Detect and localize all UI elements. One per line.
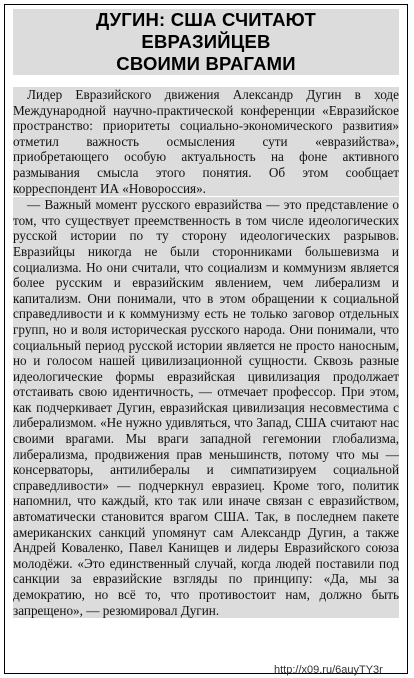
source-link[interactable]: http://x09.ru/6auyTY3r — [274, 664, 383, 676]
headline-line-1: ДУГИН: США СЧИТАЮТ — [95, 9, 317, 30]
paragraph-lead — [13, 87, 399, 196]
paragraph-lead-text: Лидер Евразийского движения Александр Дугин в ходе Международной научно-практической конференции «Евразийское пространство: приоритеты социально-экономического развития» отметил важность осмысления сути «евразийства», приобретающего особую актуальность на фоне активного размывания смысла этого понятия. Об этом сообщает корреспондент ИА «Новороссия». — [13, 87, 399, 196]
paragraph-quote — [13, 197, 399, 618]
article-body — [13, 87, 399, 618]
article-headline — [13, 9, 399, 75]
headline-block — [13, 9, 399, 75]
paragraph-quote-text: — Важный момент русского евразийства — это представление о том, что существует преемственность в том числе идеологических русской истории по ту сторону идеологических разрывов. Евразийцы никогда не были сторонниками большевизма и социализма. Но они считали, что социализм и коммунизм является более русским и евразийским явлением, чем либерализм и капитализм. Они понимали, что в этом обращении к социальной справедливости и к коммунизму есть не только заговор отдельных групп, но и воля историческая русского народа. Они понимали, что социальный период русской истории является не просто наносным, но и голосом нашей цивилизационной сущности. Сквозь разные идеологические формы евразийская цивилизация продолжает отстаивать свою идентичность, — отмечает профессор. При этом, как подчеркивает Дугин, евразийская цивилизация несовместима с либерализмом. «Не нужно удивляться, что Запад, США считают нас своими врагами. Мы враги западной гегемонии глобализма, либерализма, продвижения прав меньшинств, потому что мы — консерваторы, антилибералы и симпатизируем социальной справедливости» — подчеркнул евразиец. Кроме того, политик напомнил, что каждый, кто так или иначе связан с евразийством, автоматически становится врагом США. Так, в последнем пакете американских санкций упомянут сам Александр Дугин, а также Андрей Коваленко, Павел Канищев и лидеры Евразийского союза молодёжи. «Это единственный случай, когда людей поставили под санкции за евразийские взгляды по принципу: «Да, мы за демократию, но всё то, что противостоит нам, должно быть запрещено», — резюмировал Дугин. — [13, 197, 399, 618]
headline-line-2: ЕВРАЗИЙЦЕВ — [141, 31, 271, 52]
article-frame — [4, 4, 408, 674]
headline-line-3: СВОИМИ ВРАГАМИ — [116, 53, 296, 74]
